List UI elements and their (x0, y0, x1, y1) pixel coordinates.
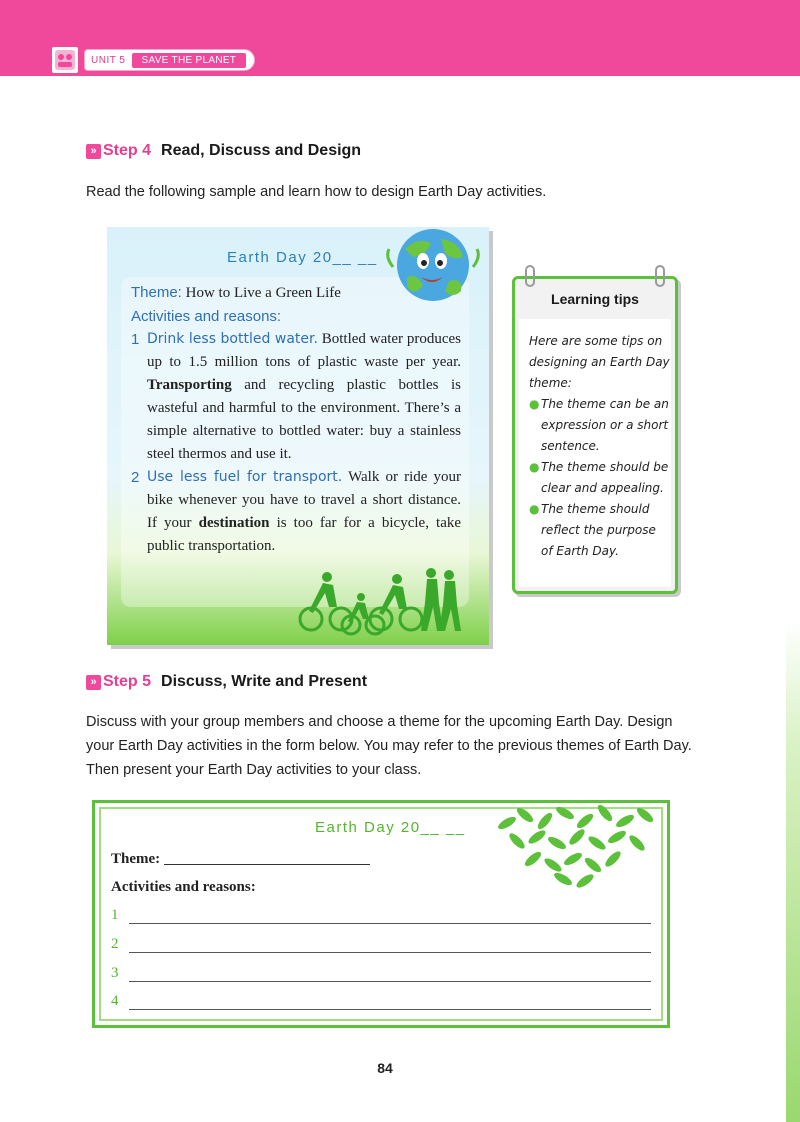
form-line-number: 1 (111, 907, 119, 923)
step4-title: Read, Discuss and Design (161, 142, 362, 159)
sample-theme-line (131, 281, 461, 305)
step5-title: Discuss, Write and Present (161, 673, 368, 690)
activity-number: 1 (131, 331, 140, 348)
sample-theme-value: How to Live a Green Life (185, 285, 341, 301)
sample-activity-1 (131, 328, 461, 466)
page-edge-decoration (786, 620, 800, 1122)
form-line-blank[interactable] (129, 996, 652, 1010)
form-line-blank[interactable] (129, 910, 652, 924)
form-activity-line-2[interactable] (111, 936, 651, 953)
form-theme-blank[interactable] (164, 851, 370, 865)
bullet-icon: ● (529, 397, 540, 411)
unit-tab (50, 45, 255, 75)
form-activity-line-1[interactable] (111, 907, 651, 924)
activity-bold-word: destination (198, 515, 270, 531)
unit-label: UNIT 5 (91, 54, 126, 66)
tips-intro: Here are some tips on designing an Earth Day theme: (529, 334, 670, 390)
form-theme-label: Theme: (111, 851, 161, 867)
step4-number: Step 4 (103, 142, 152, 159)
double-chevron-icon: » (86, 675, 101, 690)
step5-number: Step 5 (103, 673, 152, 690)
tips-title: Learning tips (551, 291, 639, 307)
leaves-decoration-icon (493, 803, 663, 894)
cyclists-silhouette-icon (293, 563, 473, 642)
activity-text-a: Walk or ride your bike whenever you have to travel a short distance. If your (147, 469, 462, 531)
form-activities-label: Activities and reasons: (111, 879, 256, 895)
sample-text (131, 281, 461, 558)
tip-item (529, 394, 671, 457)
step4-heading (86, 142, 361, 160)
activity-heading: Use less fuel for transport. (147, 469, 343, 485)
form-activity-line-4[interactable] (111, 993, 651, 1010)
form-line-blank[interactable] (129, 939, 652, 953)
bullet-icon: ● (529, 502, 540, 516)
unit-pill (84, 49, 255, 71)
form-line-number: 4 (111, 993, 119, 1009)
bullet-icon: ● (529, 460, 540, 474)
ring-binder-icon (525, 265, 535, 287)
learning-tips-card (512, 276, 678, 594)
tip-item (529, 457, 671, 499)
unit-badge-icon (50, 45, 80, 75)
activity-heading: Drink less bottled water. (147, 331, 318, 347)
form-line-number: 2 (111, 936, 119, 952)
form-theme-row[interactable] (111, 851, 370, 868)
sample-activities-label: Activities and reasons: (131, 308, 282, 325)
activity-body (147, 466, 461, 558)
activity-number: 2 (131, 469, 140, 486)
tips-body (519, 319, 671, 587)
sample-activity-2 (131, 466, 461, 558)
sample-title: Earth Day 20__ __ (227, 249, 378, 266)
sample-theme-label: Theme: (131, 284, 182, 301)
activity-text-a: Bottled water produces up to 1.5 million tons of plastic waste per year. (147, 331, 462, 370)
ring-binder-icon (655, 265, 665, 287)
activity-body (147, 328, 461, 466)
step5-instruction-line-3: Then present your Earth Day activities to your class. (86, 762, 422, 778)
earth-day-form (92, 800, 670, 1028)
step5-instruction-line-2: your Earth Day activities in the form below. You may refer to the previous themes of Earth Day. (86, 738, 692, 754)
tip-text: The theme can be an expression or a short sentence. (541, 397, 669, 453)
activity-text-b: is too far for a bicycle, take public transportation. (147, 515, 462, 554)
tip-text: The theme should be clear and appealing. (541, 460, 669, 495)
step5-heading (86, 673, 367, 691)
form-activity-line-3[interactable] (111, 965, 651, 982)
form-line-number: 3 (111, 965, 119, 981)
form-line-blank[interactable] (129, 968, 652, 982)
tip-text: The theme should reflect the purpose of Earth Day. (541, 502, 656, 558)
form-title: Earth Day 20__ __ (315, 819, 466, 836)
step4-instruction: Read the following sample and learn how to design Earth Day activities. (86, 184, 547, 200)
activity-bold-word: Transporting (147, 377, 232, 393)
tip-item (529, 499, 671, 562)
activity-text-b: and recycling plastic bottles is wasteful and harmful to the environment. There’s a simple alternative to bottled water: buy a stainless steel thermos and use it. (147, 377, 461, 462)
step5-instruction-line-1: Discuss with your group members and choose a theme for the upcoming Earth Day. Design (86, 714, 673, 730)
sample-card (107, 227, 489, 645)
double-chevron-icon: » (86, 144, 101, 159)
page-number: 84 (377, 1060, 393, 1076)
unit-topic: SAVE THE PLANET (132, 53, 247, 68)
